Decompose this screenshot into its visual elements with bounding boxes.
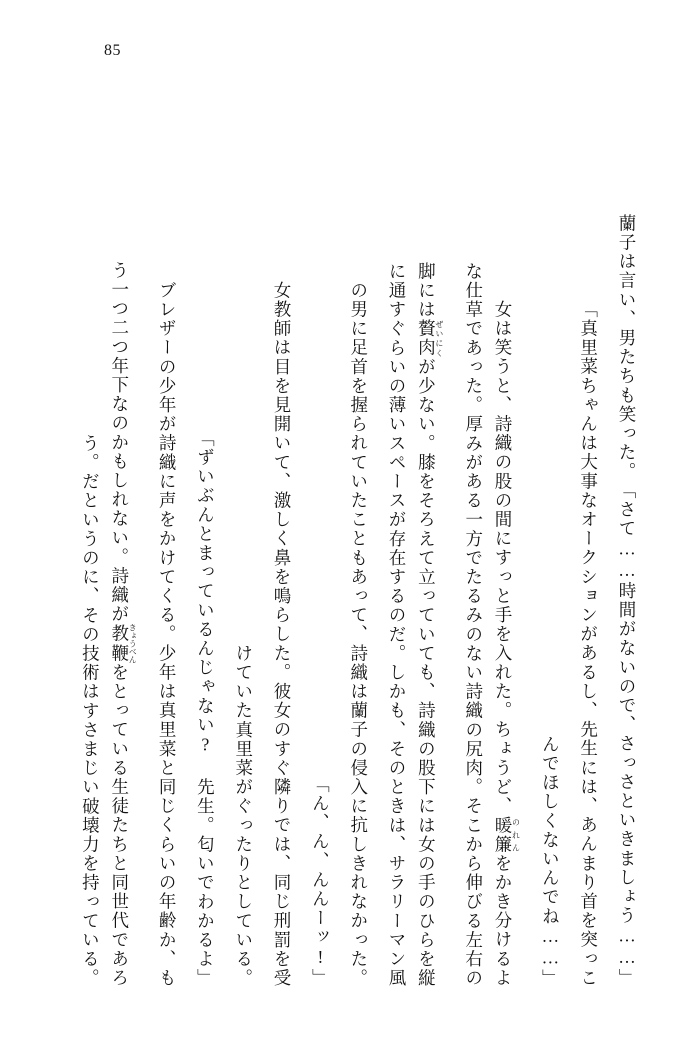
text-line: 「ん、ん、んんーッ!」	[310, 775, 331, 988]
text-line: 女教師は目を見開いて、激しく鼻を鳴らした。彼女のすぐ隣りでは、同じ刑罰を受	[272, 281, 293, 988]
text-line: の男に足首を握られていたこともあって、詩織は蘭子の侵入に抗しきれなかった。	[348, 281, 369, 988]
page-number: 85	[104, 42, 121, 59]
text-line: な仕草であった。厚みがある一方でたるみのない詩織の尻肉。そこから伸びる左右の	[463, 262, 484, 988]
text-line: 「真里菜ちゃんは大事なオークションがあるし、先生には、あんまり首を突っこ	[578, 300, 599, 988]
text-line: 「さて……時間がないので、さっさといきましょう……」	[617, 481, 637, 988]
text-line: 蘭子は言い、男たちも笑った。	[617, 213, 637, 482]
text-line: 「ずいぶんとまっているんじゃない? 先生。匂いでわかるよ」	[195, 429, 216, 988]
text-line: ブレザーの少年が詩織に声をかけてくる。少年は真里菜と同じくらいの年齢か、も	[157, 281, 178, 988]
text-line: う一つ二つ年下なのかもしれない。詩織が教鞭きょうべんをとっている生徒たちと同世代であろ	[109, 261, 138, 988]
text-line: 脚には贅肉ぜいにくが少ない。膝をそろえて立っていても、詩織の股下には女の手のひらを縦	[416, 262, 444, 988]
text-line: う。だというのに、その技術はすさまじい破壊力を持っている。	[80, 434, 101, 988]
text-line: んでほしくないんでね……」	[540, 734, 561, 988]
vertical-text-body	[60, 88, 635, 988]
text-line: けていた真里菜がぐったりとしている。	[233, 644, 254, 988]
text-line: に通すぐらいの薄いスペースが存在するのだ。しかも、そのときは、サラリーマン風	[387, 262, 408, 988]
text-line: 女は笑うと、詩織の股の間にすっと手を入れた。ちょうど、暖簾のれんをかき分けるよ	[493, 300, 521, 988]
